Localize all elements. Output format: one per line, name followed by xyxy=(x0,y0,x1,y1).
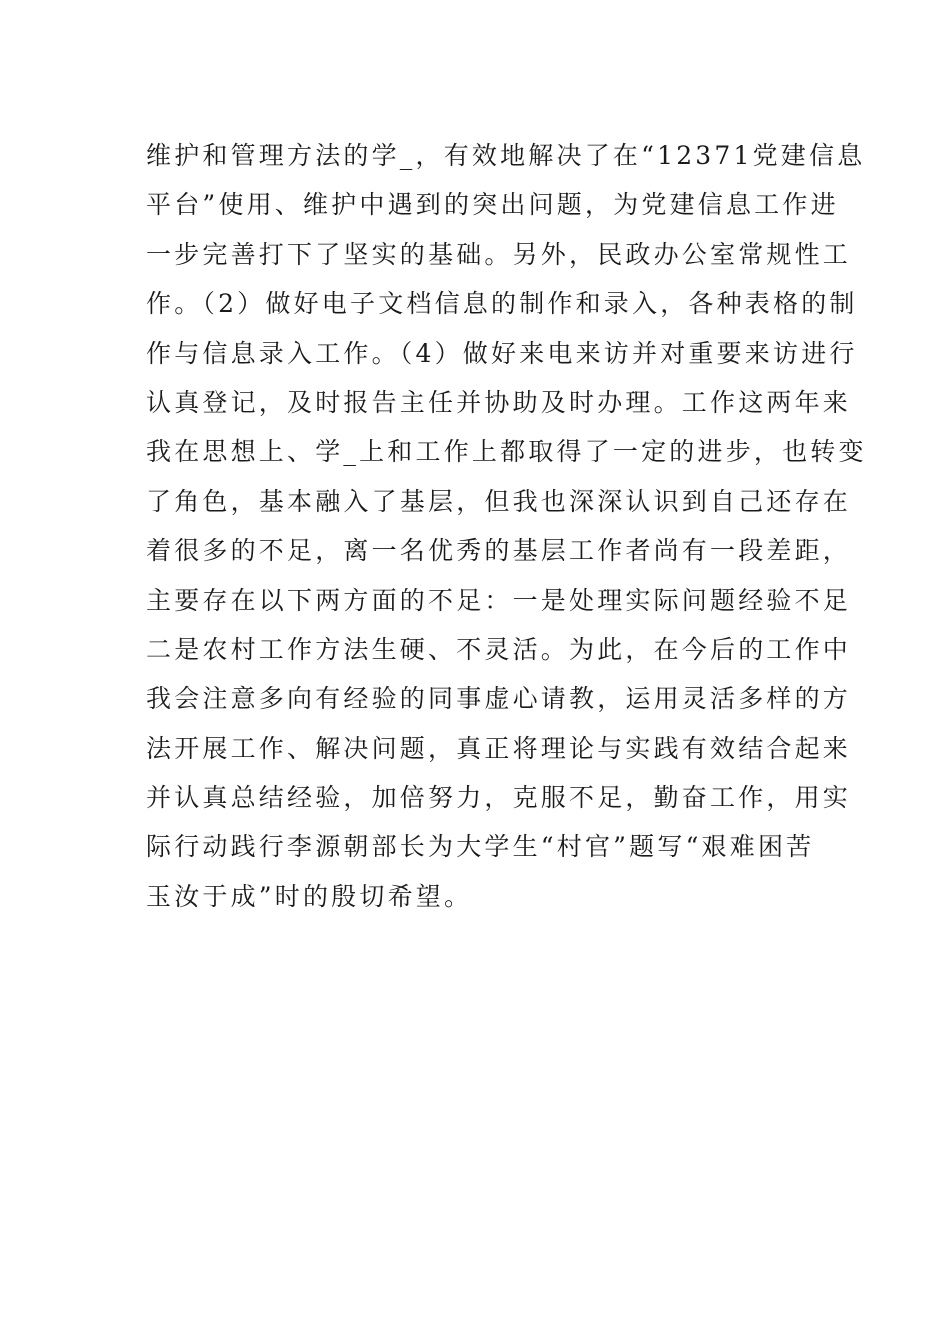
text-line: 我会注意多向有经验的同事虚心请教，运用灵活多样的方 xyxy=(146,684,852,714)
text-line: 一步完善打下了坚实的基础。另外，民政办公室常规性工 xyxy=(146,239,852,269)
text-line: 际行动践行李源朝部长为大学生“村官”题写“艰难困苦 xyxy=(146,832,815,862)
text-line: 我在思想上、学_上和工作上都取得了一定的进步，也转变 xyxy=(146,437,867,467)
text-line: 主要存在以下两方面的不足：一是处理实际问题经验不足 xyxy=(146,585,852,615)
text-line: 了角色，基本融入了基层，但我也深深认识到自己还存在 xyxy=(146,486,852,516)
text-line: 作。（2）做好电子文档信息的制作和录入，各种表格的制 xyxy=(146,289,858,319)
text-line: 认真登记，及时报告主任并协助及时办理。工作这两年来 xyxy=(146,387,852,417)
body-paragraph xyxy=(146,131,867,921)
text-line: 法开展工作、解决问题，真正将理论与实践有效结合起来 xyxy=(146,733,852,763)
text-line: 玉汝于成”时的殷切希望。 xyxy=(146,881,473,911)
text-line: 着很多的不足，离一名优秀的基层工作者尚有一段差距， xyxy=(146,536,852,566)
text-line: 作与信息录入工作。（4）做好来电来访并对重要来访进行 xyxy=(146,338,858,368)
text-line: 维护和管理方法的学_，有效地解决了在“12371党建信息 xyxy=(146,141,866,170)
text-line: 平台”使用、维护中遇到的突出问题，为党建信息工作进 xyxy=(146,190,839,220)
text-line: 并认真总结经验，加倍努力，克服不足，勤奋工作，用实 xyxy=(146,783,852,813)
text-line: 二是农村工作方法生硬、不灵活。为此，在今后的工作中 xyxy=(146,634,852,664)
